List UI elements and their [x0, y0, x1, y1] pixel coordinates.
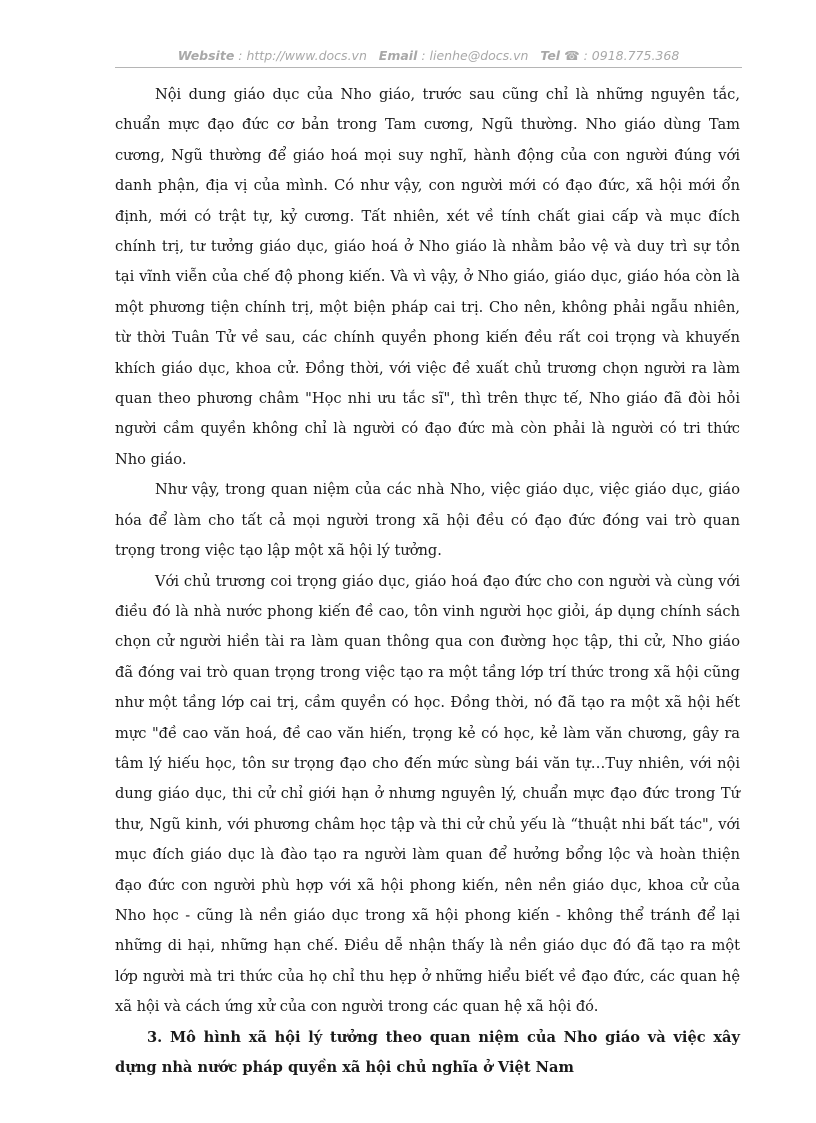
email-address: : lienhe@docs.vn	[421, 48, 529, 63]
section-heading: 3. Mô hình xã hội lý tưởng theo quan niệm của Nho giáo và việc xây dựng nhà nước pháp quyền xã hội chủ nghĩa ở Việt Nam	[115, 1028, 740, 1076]
paragraph-confucian-view: Như vậy, trong quan niệm của các nhà Nho, việc giáo dục, việc giáo dục, giáo hóa để làm cho tất cả mọi người trong xã hội đều có đạo đức đóng vai trò quan trọng trong việc tạo lập một xã hội lý tưởng.	[115, 481, 740, 560]
document-body	[115, 80, 740, 1083]
tel-label: Tel	[540, 48, 561, 63]
paragraph-education-content: Nội dung giáo dục của Nho giáo, trước sau cũng chỉ là những nguyên tắc, chuẩn mực đạo đức cơ bản trong Tam cương, Ngũ thường. Nho giáo dùng Tam cương, Ngũ thường để giáo hoá mọi suy nghĩ, hành động của con người đúng với danh phận, địa vị của mình. Có như vậy, con người mới có đạo đức, xã hội mới ổn định, mới có trật tự, kỷ cương. Tất nhiên, xét về tính chất giai cấp và mục đích chính trị, tư tưởng giáo dục, giáo hoá ở Nho giáo là nhằm bảo vệ và duy trì sự tồn tại vĩnh viễn của chế độ phong kiến. Và vì vậy, ở Nho giáo, giáo dục, giáo hóa còn là một phương tiện chính trị, một biện pháp cai trị. Cho nên, không phải ngẫu nhiên, từ thời Tuân Tử về sau, các chính quyền phong kiến đều rất coi trọng và khuyến khích giáo dục, khoa cử. Đồng thời, với việc đề xuất chủ trương chọn người ra làm quan theo phương châm "Học nhi ưu tắc sĩ", thì trên thực tế, Nho giáo đã đòi hỏi người cầm quyền không chỉ là người có đạo đức mà còn phải là người có tri thức Nho giáo.	[115, 86, 740, 468]
email-label: Email	[378, 48, 418, 63]
header-divider	[115, 67, 742, 68]
website-url: : http://www.docs.vn	[238, 48, 367, 63]
paragraph-education-policy: Với chủ trương coi trọng giáo dục, giáo hoá đạo đức cho con người và cùng với điều đó là nhà nước phong kiến đề cao, tôn vinh người học giỏi, áp dụng chính sách chọn cử người hiền tài ra làm quan thông qua con đường học tập, thi cử, Nho giáo đã đóng vai trò quan trọng trong việc tạo ra một tầng lớp trí thức trong xã hội cũng như một tầng lớp cai trị, cầm quyền có học. Đồng thời, nó đã tạo ra một xã hội hết mực "đề cao văn hoá, đề cao văn hiến, trọng kẻ có học, kẻ làm văn chương, gây ra tâm lý hiếu học, tôn sư trọng đạo cho đến mức sùng bái văn tự…Tuy nhiên, với nội dung giáo dục, thi cử chỉ giới hạn ở nhưng nguyên lý, chuẩn mực đạo đức trong Tứ thư, Ngũ kinh, với phương châm học tập và thi cử chủ yếu là “thuật nhi bất tác", với mục đích giáo dục là đào tạo ra người làm quan để hưởng bổng lộc và hoàn thiện đạo đức con người phù hợp với xã hội phong kiến, nên nền giáo dục, khoa cử của Nho học - cũng là nền giáo dục trong xã hội phong kiến - không thể tránh để lại những di hại, những hạn chế. Điều dễ nhận thấy là nền giáo dục đó đã tạo ra một lớp người mà tri thức của họ chỉ thu hẹp ở những hiểu biết về đạo đức, các quan hệ xã hội và cách ứng xử của con người trong các quan hệ xã hội đó.	[115, 572, 740, 1016]
website-label: Website	[177, 48, 235, 63]
page-header	[115, 47, 742, 65]
tel-number: ☎ : 0918.775.368	[564, 48, 680, 63]
